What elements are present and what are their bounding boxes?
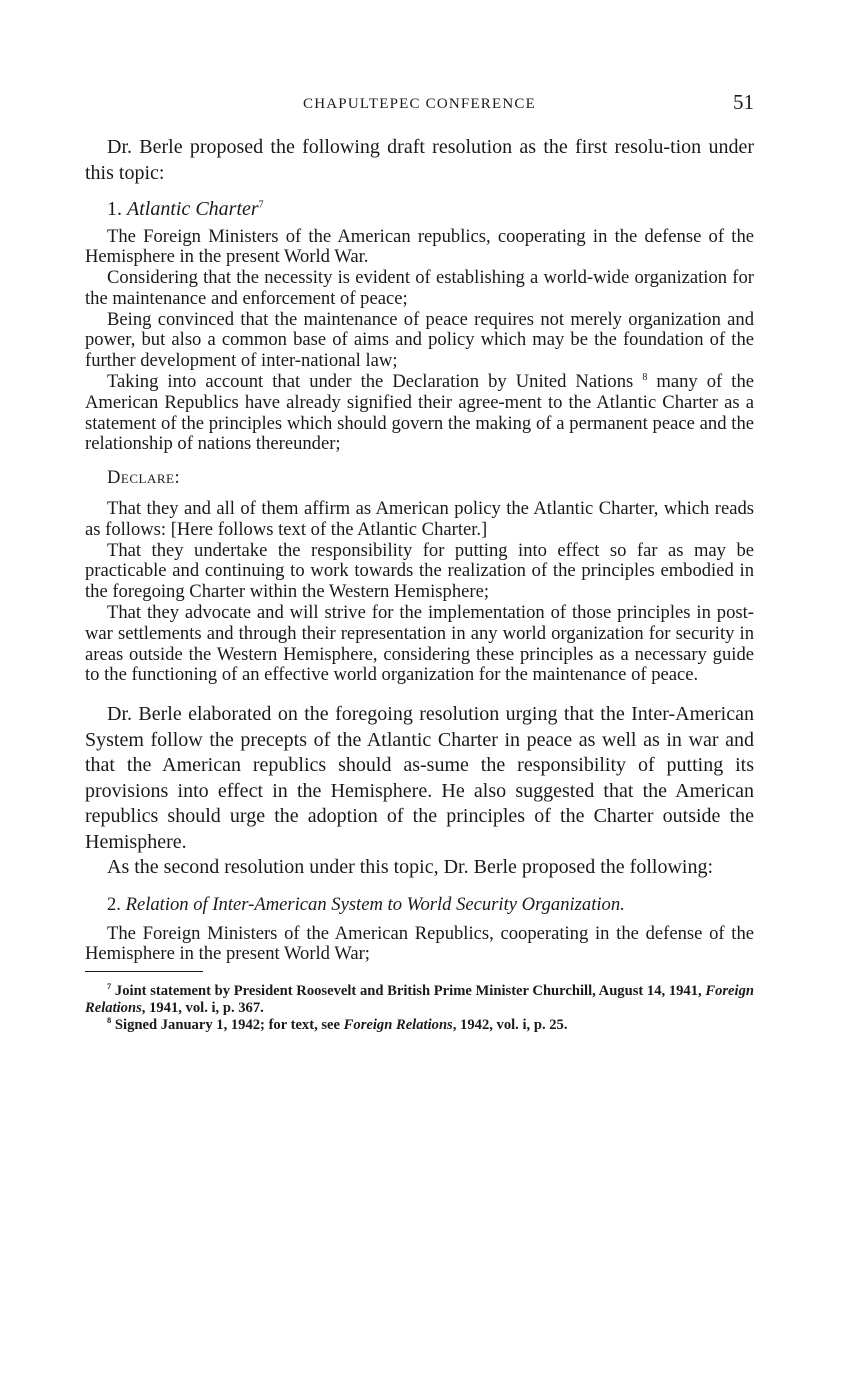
- resolution-1-heading: [85, 197, 754, 223]
- preamble-4-text-start: Taking into account that under the Declaration by United Nations: [107, 371, 634, 393]
- footnote-8-text: Signed January 1, 1942; for text, see: [114, 1017, 341, 1034]
- second-resolution-intro: As the second resolution under this topic, Dr. Berle proposed the following:: [107, 856, 714, 879]
- footnote-8-mark: 8: [107, 1015, 112, 1026]
- footnote-7-source: Foreign Relations: [85, 983, 754, 1017]
- resolution-1-preamble-4: [85, 372, 754, 455]
- intro-paragraph: Dr. Berle proposed the following draft resolution as the first resolu-tion under this topic:: [85, 136, 754, 184]
- footnote-7: [85, 983, 754, 1017]
- resolution-1-preamble-3: Being convinced that the maintenance of peace requires not merely organization and power, but also a common base of aims and policy which may be the foundation of the further development of inter-national law;: [85, 308, 754, 372]
- page-number: 51: [733, 90, 754, 114]
- footnote-8-citation: , 1942, vol. i, p. 25.: [452, 1017, 568, 1034]
- declaration-clause-3: That they advocate and will strive for the implementation of those principles in post-war settlements and through their representation in any world organization for security in areas outside the Western Hemisphere, considering these principles as a necessary guide to the functioning of an effective world organization for the maintenance of peace.: [85, 602, 754, 686]
- declaration-clause-1: That they and all of them affirm as American policy the Atlantic Charter, which reads as follows: [Here follows text of the Atlantic Charter.]: [85, 498, 754, 540]
- footnote-ref-8: 8: [642, 371, 648, 383]
- declare-heading: Declare:: [107, 467, 181, 489]
- resolution-1-title: Atlantic Charter: [127, 198, 259, 220]
- resolution-2-number: 2.: [107, 893, 121, 915]
- resolution-1-number: 1.: [107, 198, 122, 220]
- declaration-clauses: [85, 499, 754, 686]
- footnote-8-source: Foreign Relations: [343, 1017, 453, 1034]
- book-page: [85, 88, 754, 1034]
- resolution-1-body: [85, 227, 754, 456]
- resolution-2-title: Relation of Inter-American System to World Security Organization.: [125, 893, 625, 915]
- page-header: [85, 88, 754, 122]
- preamble-4-text-end: many of the American Republics have already signified their agree-ment to the Atlantic Charter as a statement of the principles which should govern the making of a permanent peace and the relationship of nations thereunder;: [85, 371, 755, 455]
- footnote-ref-7: 7: [258, 199, 264, 211]
- resolution-1-preamble-2: Considering that the necessity is evident of establishing a world-wide organization for the maintenance and enforcement of peace;: [85, 267, 754, 309]
- footnote-divider: [85, 971, 203, 972]
- resolution-2-heading: [85, 895, 754, 916]
- declaration-clause-2: That they undertake the responsibility for putting into effect so far as may be practicable and continuing to work towards the realization of the principles embodied in the foregoing Charter within the Western Hemisphere;: [85, 539, 754, 603]
- footnote-7-citation: , 1941, vol. i, p. 367.: [141, 1000, 264, 1017]
- resolution-1-preamble-1: The Foreign Ministers of the American republics, cooperating in the defense of the Hemisphere in the present World War.: [85, 225, 754, 268]
- footnote-7-text: Joint statement by President Roosevelt and British Prime Minister Churchill, August 14, 1941,: [114, 983, 702, 1000]
- footnote-7-mark: 7: [107, 981, 112, 992]
- running-title: CHAPULTEPEC CONFERENCE: [303, 96, 536, 112]
- resolution-2-preamble: The Foreign Ministers of the American Republics, cooperating in the defense of the Hemisphere in the present World War;: [85, 922, 754, 965]
- footnotes: [85, 983, 754, 1034]
- discussion-paragraph: Dr. Berle elaborated on the foregoing resolution urging that the Inter-American System follow the precepts of the Atlantic Charter in peace as well as in war and that the American republics should as-sume the responsibility of putting its provisions into effect in the Hemisphere. He also suggested that the American republics should urge the adoption of the principles of the Charter outside the Hemisphere.: [85, 703, 754, 853]
- footnote-8: [85, 1017, 754, 1034]
